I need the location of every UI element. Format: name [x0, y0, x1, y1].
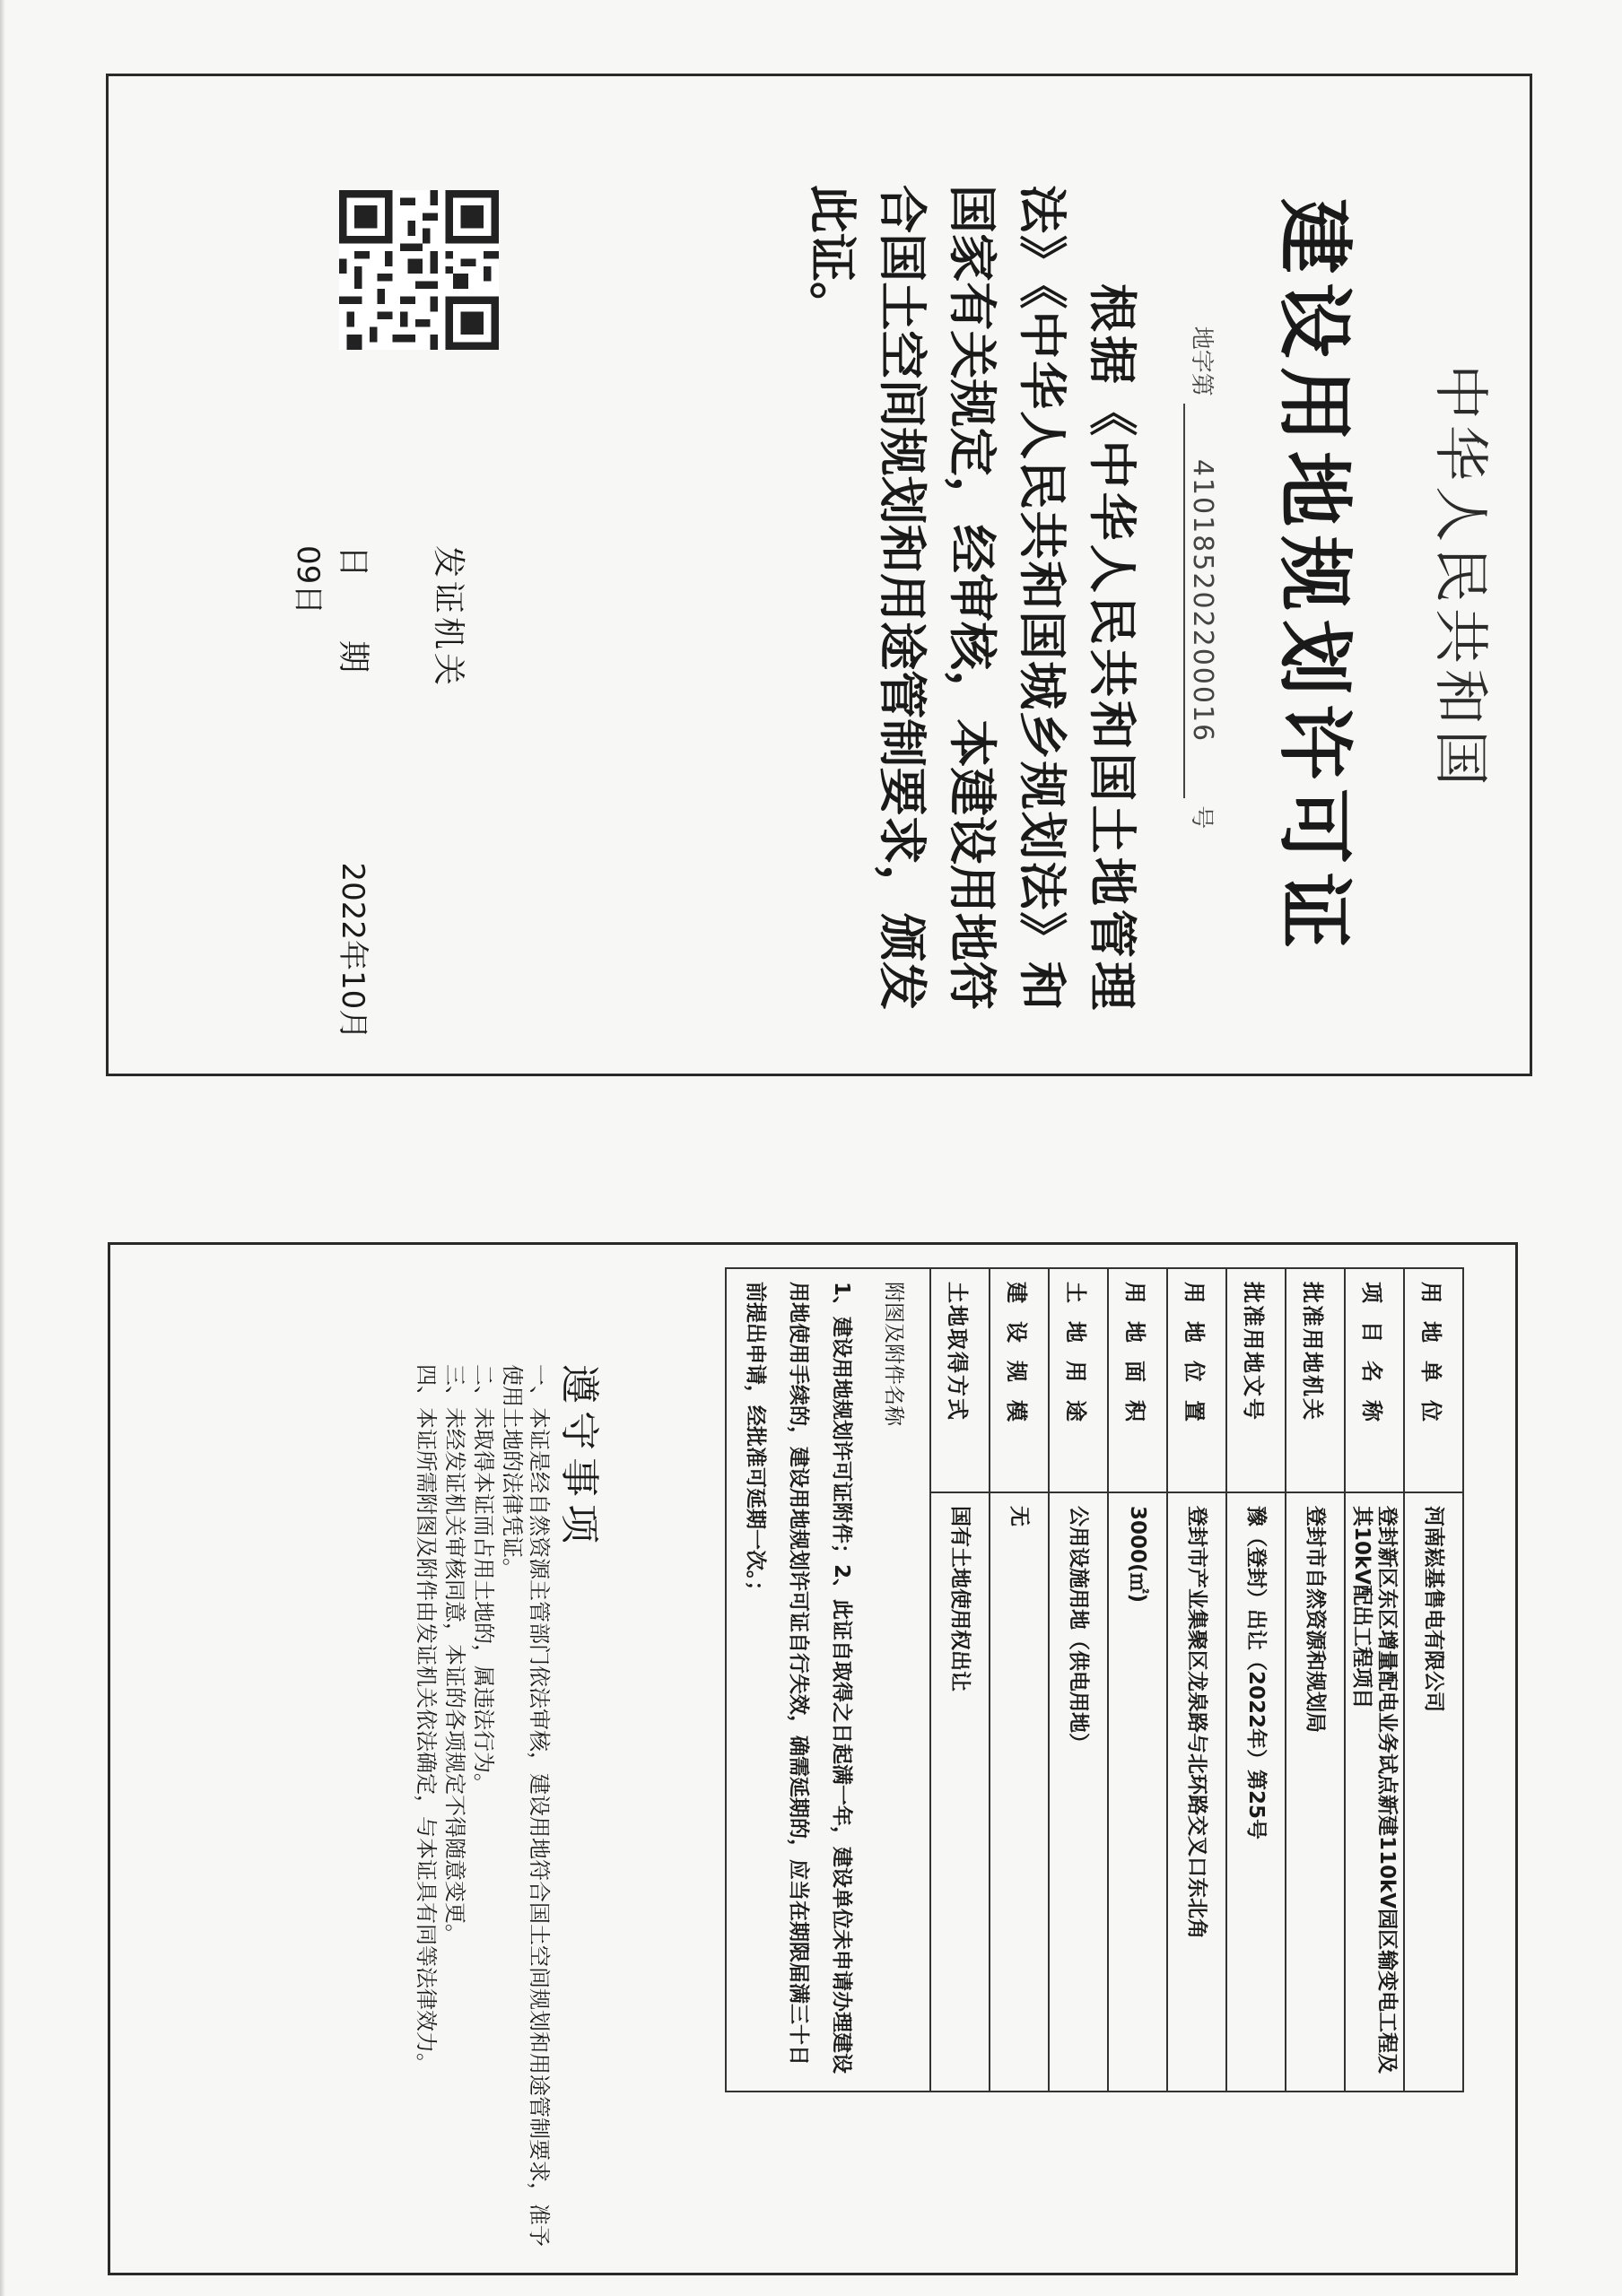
note-item: 一、本证是经自然资源主管部门依法审核，建设用地符合国土空间规划和用途管制要求，准予使用土地的法律凭证。 — [500, 1364, 552, 2247]
permit-certificate-page — [106, 74, 1532, 1076]
row-key: 批准用地机关 — [1286, 1268, 1345, 1492]
row-key: 批准用地文号 — [1226, 1268, 1286, 1492]
certificate-body-text: 根据《中华人民共和国土地管理法》《中华人民共和国城乡规划法》和国家有关规定，经审核，本建设用地符合国土空间规划和用途管制要求，颁发此证。 — [804, 185, 1140, 1010]
attachment-label: 附图及附件名称 — [882, 1282, 905, 1426]
attachment-text: 1、建设用地规划许可证附件；2、此证自取得之日起满一年，建设单位未申请办理建设用地使用手续的，建设用地规划许可证自行失效，确需延期的，应当在期限届满三十日前提出申请，经批准可延期一次。； — [744, 1282, 853, 2074]
row-value: 国有土地使用权出让 — [930, 1492, 990, 2092]
permit-details-page — [108, 1242, 1518, 2275]
certificate-number-line — [1183, 79, 1220, 1076]
row-key: 土地用途 — [1049, 1268, 1108, 1492]
row-value: 无 — [990, 1492, 1049, 2092]
row-value: 公用设施用地（供电用地） — [1049, 1492, 1108, 2092]
table-row — [1167, 1268, 1226, 2092]
country-name: 中华人民共和国 — [1428, 363, 1494, 791]
row-value: 河南崧基售电有限公司 — [1404, 1492, 1463, 2092]
permit-details-table — [725, 1267, 1464, 2092]
certificate-number-suffix: 号 — [1188, 805, 1215, 830]
notes-title: 遵守事项 — [556, 1364, 602, 1551]
table-row — [1226, 1268, 1286, 2092]
notes-list — [411, 1364, 553, 2261]
note-item: 二、未取得本证而占用土地的，属违法行为。 — [471, 1364, 496, 1795]
row-value: 豫（登封）出让（2022年）第25号 — [1226, 1492, 1286, 2092]
table-row — [1286, 1268, 1345, 2092]
row-key: 用地单位 — [1404, 1268, 1463, 1492]
row-key: 用地面积 — [1108, 1268, 1167, 1492]
issuer-label: 发证机关 — [430, 545, 467, 690]
table-row — [930, 1268, 990, 2092]
certificate-number-prefix: 地字第 — [1188, 326, 1215, 396]
row-key: 土地取得方式 — [930, 1268, 990, 1492]
attachment-row — [726, 1268, 930, 2092]
row-value: 登封新区东区增量配电业务试点新建110kV园区输变电工程及其10kV配出工程项目 — [1345, 1492, 1404, 2092]
issue-date-label: 日期 — [335, 545, 371, 736]
table-row — [1108, 1268, 1167, 2092]
qr-code-icon — [339, 190, 499, 350]
row-value: 登封市产业集聚区龙泉路与北环路交叉口东北角 — [1167, 1492, 1226, 2092]
row-value: 3000(㎡) — [1108, 1492, 1167, 2092]
note-item: 三、未经发证机关审核同意，本证的各项规定不得随意变更。 — [442, 1364, 467, 1945]
table-row — [1345, 1268, 1404, 2092]
row-key: 项目名称 — [1345, 1268, 1404, 1492]
note-item: 四、本证所需附图及附件由发证机关依法确定，与本证具有同等法律效力。 — [414, 1364, 439, 2074]
attachment-cell — [726, 1268, 930, 2092]
row-key: 用地位置 — [1167, 1268, 1226, 1492]
certificate-title: 建设用地规划许可证 — [1270, 197, 1358, 957]
certificate-number: 410185202200016 — [1183, 404, 1218, 798]
scan-edge-shadow — [0, 0, 5, 2296]
table-row — [1404, 1268, 1463, 2092]
table-row — [1049, 1268, 1108, 2092]
row-value: 登封市自然资源和规划局 — [1286, 1492, 1345, 2092]
permit-details-content — [113, 1248, 1518, 2275]
row-key: 建设规模 — [990, 1268, 1049, 1492]
issue-date-row — [289, 545, 379, 1076]
permit-certificate-content — [111, 79, 1532, 1076]
table-row — [990, 1268, 1049, 2092]
issue-date-value: 2022年10月09日 — [290, 545, 371, 1040]
